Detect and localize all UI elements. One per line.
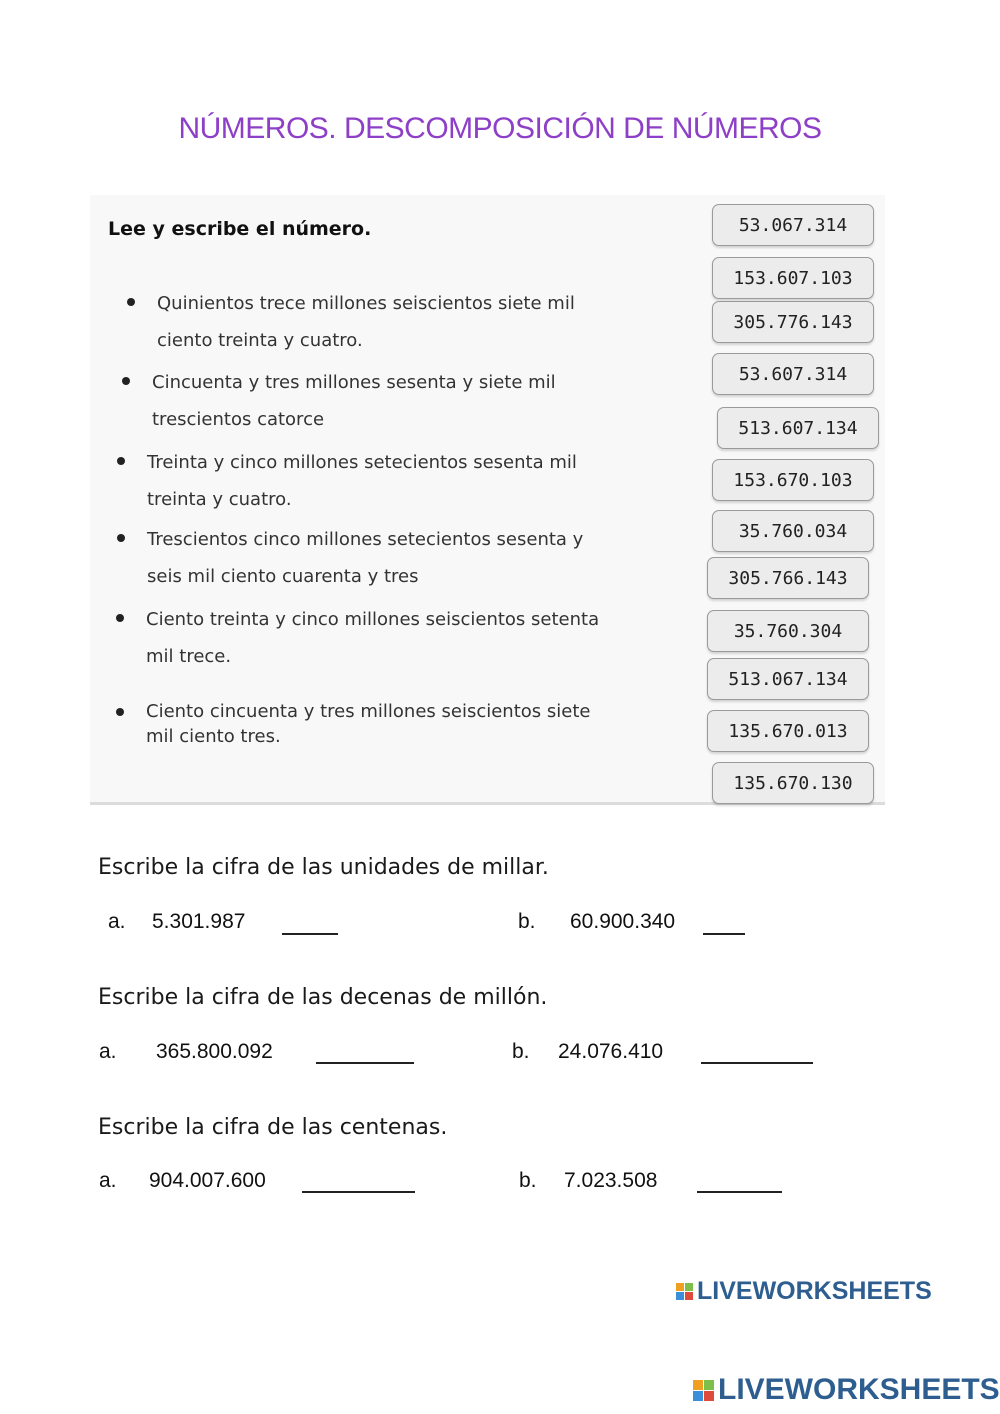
exercise-number-b: 60.900.340	[570, 910, 676, 933]
section3-heading: Escribe la cifra de las decenas de millón.	[98, 985, 548, 1010]
list-item: Quinientos trece millones seiscientos siete mil ciento treinta y cuatro.	[157, 285, 575, 359]
exercise-number-a: 365.800.092	[156, 1040, 273, 1063]
section1-instruction: Lee y escribe el número.	[108, 218, 372, 240]
bullet-icon	[117, 534, 125, 542]
bullet-icon	[116, 614, 124, 622]
number-tile[interactable]: 35.760.304	[707, 610, 869, 652]
liveworksheets-logo: LIVEWORKSHEETS	[693, 1373, 1000, 1407]
list-item: Treinta y cinco millones setecientos sesenta mil treinta y cuatro.	[147, 444, 577, 518]
list-item: Ciento treinta y cinco millones seiscientos setenta mil trece.	[146, 601, 599, 675]
exercise-label-b: b.	[518, 910, 536, 933]
exercise-label-a: a.	[99, 1040, 117, 1063]
bullet-icon	[122, 377, 130, 385]
liveworksheets-logo: LIVEWORKSHEETS	[676, 1277, 932, 1306]
bullet-icon	[117, 457, 125, 465]
exercise-label-b: b.	[512, 1040, 530, 1063]
section4-heading: Escribe la cifra de las centenas.	[98, 1115, 448, 1140]
bullet-icon	[116, 708, 124, 716]
exercise-label-a: a.	[99, 1169, 117, 1192]
liveworksheets-logo-icon	[676, 1283, 693, 1300]
number-tile[interactable]: 305.766.143	[707, 557, 869, 599]
answer-input[interactable]	[703, 907, 745, 935]
answer-input[interactable]	[282, 907, 338, 935]
exercise-number-b: 24.076.410	[558, 1040, 664, 1063]
list-item: Trescientos cinco millones setecientos sesenta y seis mil ciento cuarenta y tres	[147, 521, 583, 595]
number-tile[interactable]: 153.607.103	[712, 257, 874, 299]
number-tile[interactable]: 135.670.013	[707, 710, 869, 752]
exercise-number-a: 904.007.600	[149, 1169, 266, 1192]
exercise-label-b: b.	[519, 1169, 537, 1192]
number-tile[interactable]: 53.607.314	[712, 353, 874, 395]
bullet-icon	[127, 298, 135, 306]
section2-heading: Escribe la cifra de las unidades de millar.	[98, 855, 549, 880]
number-tile[interactable]: 35.760.034	[712, 510, 874, 552]
exercise-number-b: 7.023.508	[564, 1169, 658, 1192]
number-tile[interactable]: 513.607.134	[717, 407, 879, 449]
list-item: Cincuenta y tres millones sesenta y siete mil trescientos catorce	[152, 364, 556, 438]
number-tile[interactable]: 135.670.130	[712, 762, 874, 804]
number-tile[interactable]: 153.670.103	[712, 459, 874, 501]
number-tile[interactable]: 53.067.314	[712, 204, 874, 246]
answer-input[interactable]	[316, 1036, 414, 1064]
answer-input[interactable]	[302, 1165, 415, 1193]
liveworksheets-logo-icon	[693, 1380, 714, 1401]
number-tile[interactable]: 305.776.143	[712, 301, 874, 343]
exercise-label-a: a.	[108, 910, 126, 933]
answer-input[interactable]	[697, 1165, 782, 1193]
exercise-number-a: 5.301.987	[152, 910, 246, 933]
page-title: NÚMEROS. DESCOMPOSICIÓN DE NÚMEROS	[178, 112, 822, 145]
list-item: Ciento cincuenta y tres millones seiscientos siete mil ciento tres.	[146, 699, 590, 749]
number-tile[interactable]: 513.067.134	[707, 658, 869, 700]
answer-input[interactable]	[701, 1036, 813, 1064]
